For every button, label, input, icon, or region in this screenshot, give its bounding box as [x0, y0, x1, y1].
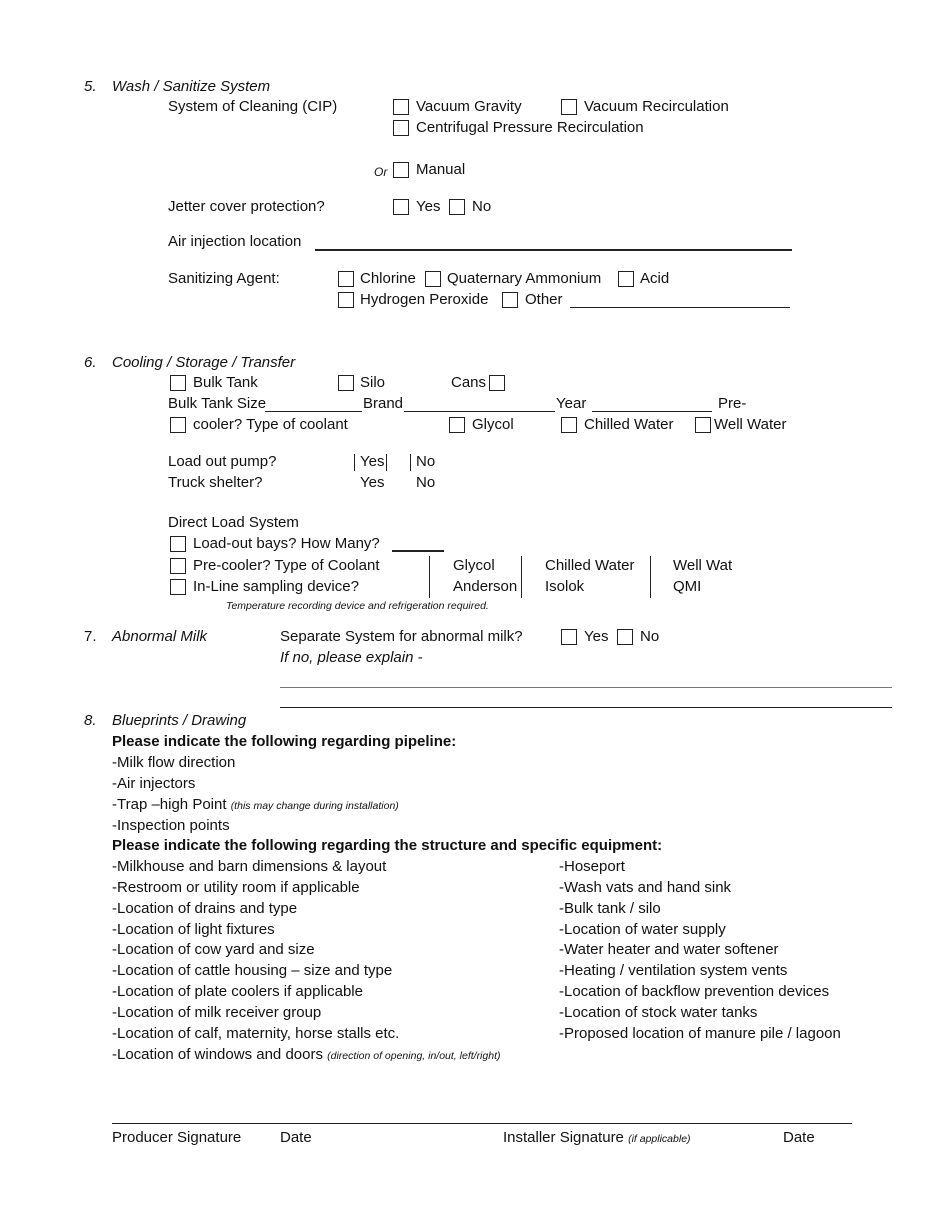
- column-divider-3: [650, 556, 651, 598]
- silo-checkbox[interactable]: [338, 375, 354, 391]
- chilled-water-checkbox[interactable]: [561, 417, 577, 433]
- structure-item-right: -Wash vats and hand sink: [559, 879, 732, 896]
- pump-no-box-edge[interactable]: [410, 454, 411, 471]
- quaternary-label: Quaternary Ammonium: [447, 270, 602, 287]
- year-label: Year: [556, 395, 587, 412]
- silo-label: Silo: [360, 374, 386, 391]
- structure-item-left: -Milkhouse and barn dimensions & layout: [112, 858, 387, 875]
- inline-sampling-label: In-Line sampling device?: [193, 578, 359, 595]
- jetter-yes-checkbox[interactable]: [393, 199, 409, 215]
- pre-cooler-checkbox[interactable]: [170, 558, 186, 574]
- sanitizing-label: Sanitizing Agent:: [168, 270, 280, 287]
- structure-item-left: -Location of light fixtures: [112, 921, 275, 938]
- abnormal-yes-checkbox[interactable]: [561, 629, 577, 645]
- year-field[interactable]: [592, 411, 712, 412]
- vacuum-gravity-label: Vacuum Gravity: [416, 98, 522, 115]
- abnormal-question: Separate System for abnormal milk?: [280, 628, 523, 645]
- cans-checkbox[interactable]: [489, 375, 505, 391]
- other-checkbox[interactable]: [502, 292, 518, 308]
- load-out-bays-label: Load-out bays? How Many?: [193, 535, 380, 552]
- structure-item-right: -Hoseport: [559, 858, 625, 875]
- manual-checkbox[interactable]: [393, 162, 409, 178]
- pump-yes-box-edge[interactable]: [354, 454, 355, 471]
- pipeline-item: -Milk flow direction: [112, 754, 236, 771]
- bulk-tank-size-field[interactable]: [265, 411, 362, 412]
- glycol-checkbox[interactable]: [449, 417, 465, 433]
- chilled-water-option[interactable]: Chilled Water: [545, 557, 635, 574]
- structure-item-left: -Location of cow yard and size: [112, 941, 315, 958]
- producer-signature-label: Producer Signature: [112, 1129, 242, 1146]
- brand-label: Brand: [363, 395, 404, 412]
- chlorine-checkbox[interactable]: [338, 271, 354, 287]
- air-injection-label: Air injection location: [168, 233, 302, 250]
- signature-line[interactable]: [112, 1123, 852, 1124]
- pipeline-heading: Please indicate the following regarding pipeline:: [112, 733, 457, 750]
- bulk-tank-checkbox[interactable]: [170, 375, 186, 391]
- pump-yes-box-edge-right[interactable]: [386, 454, 387, 471]
- acid-label: Acid: [640, 270, 670, 287]
- hydrogen-peroxide-label: Hydrogen Peroxide: [360, 291, 489, 308]
- shelter-no-label[interactable]: No: [416, 474, 436, 491]
- installer-date-label: Date: [783, 1129, 815, 1146]
- structure-item-right: -Location of water supply: [559, 921, 726, 938]
- section-6-title: Cooling / Storage / Transfer: [112, 354, 296, 371]
- section-5-number: 5.: [84, 78, 97, 95]
- how-many-field[interactable]: [392, 550, 444, 552]
- structure-item-right: -Proposed location of manure pile / lagoon: [559, 1025, 841, 1042]
- centrifugal-label: Centrifugal Pressure Recirculation: [416, 119, 644, 136]
- vacuum-gravity-checkbox[interactable]: [393, 99, 409, 115]
- producer-date-label: Date: [280, 1129, 312, 1146]
- or-label: Or: [374, 165, 388, 179]
- bulk-tank-size-label: Bulk Tank Size: [168, 395, 267, 412]
- pipeline-item-trap: -Trap –high Point (this may change during installation): [112, 796, 399, 813]
- column-divider-2: [521, 556, 522, 598]
- anderson-option[interactable]: Anderson: [453, 578, 518, 595]
- hydrogen-peroxide-checkbox[interactable]: [338, 292, 354, 308]
- section-7-title: Abnormal Milk: [112, 628, 208, 645]
- cans-label: Cans: [451, 374, 487, 391]
- pre-label: Pre-: [718, 395, 747, 412]
- structure-item-right: -Location of backflow prevention devices: [559, 983, 830, 1000]
- jetter-no-checkbox[interactable]: [449, 199, 465, 215]
- column-divider-1: [429, 556, 430, 598]
- air-injection-field[interactable]: [315, 249, 792, 251]
- structure-item-right: -Bulk tank / silo: [559, 900, 661, 917]
- vacuum-recirculation-label: Vacuum Recirculation: [584, 98, 729, 115]
- truck-shelter-label: Truck shelter?: [168, 474, 263, 491]
- isolok-option[interactable]: Isolok: [545, 578, 585, 595]
- jetter-no-label: No: [472, 198, 492, 215]
- section-6-number: 6.: [84, 354, 97, 371]
- installer-signature-label: Installer Signature (if applicable): [503, 1129, 691, 1146]
- pump-no-label: No: [416, 453, 436, 470]
- structure-item-right: -Water heater and water softener: [559, 941, 779, 958]
- well-water-checkbox[interactable]: [695, 417, 711, 433]
- section-8-title: Blueprints / Drawing: [112, 712, 247, 729]
- cooler-coolant-label: cooler? Type of coolant: [193, 416, 348, 433]
- structure-item-windows: -Location of windows and doors (direction of opening, in/out, left/right): [112, 1046, 501, 1063]
- explain-line-1[interactable]: [280, 687, 892, 688]
- pipeline-item: -Air injectors: [112, 775, 196, 792]
- section-8-number: 8.: [84, 712, 97, 729]
- abnormal-no-checkbox[interactable]: [617, 629, 633, 645]
- brand-field[interactable]: [404, 411, 555, 412]
- abnormal-yes-label: Yes: [584, 628, 609, 645]
- structure-item-left: -Restroom or utility room if applicable: [112, 879, 360, 896]
- structure-item-left: -Location of plate coolers if applicable: [112, 983, 363, 1000]
- structure-item-left: -Location of cattle housing – size and type: [112, 962, 393, 979]
- well-water-option[interactable]: Well Wat: [673, 557, 733, 574]
- bulk-tank-label: Bulk Tank: [193, 374, 258, 391]
- abnormal-no-label: No: [640, 628, 660, 645]
- other-label: Other: [525, 291, 563, 308]
- acid-checkbox[interactable]: [618, 271, 634, 287]
- chilled-water-label: Chilled Water: [584, 416, 674, 433]
- structure-item-left: -Location of calf, maternity, horse stalls etc.: [112, 1025, 400, 1042]
- centrifugal-checkbox[interactable]: [393, 120, 409, 136]
- load-out-pump-label: Load out pump?: [168, 453, 277, 470]
- chlorine-label: Chlorine: [360, 270, 416, 287]
- section-7-number: 7.: [84, 628, 97, 645]
- well-water-label: Well Water: [714, 416, 787, 433]
- jetter-yes-label: Yes: [416, 198, 441, 215]
- section-5-title: Wash / Sanitize System: [112, 78, 271, 95]
- structure-heading: Please indicate the following regarding the structure and specific equipment:: [112, 837, 663, 854]
- pipeline-item: -Inspection points: [112, 817, 230, 834]
- qmi-option[interactable]: QMI: [673, 578, 702, 595]
- structure-item-left: -Location of drains and type: [112, 900, 298, 917]
- pump-yes-label: Yes: [360, 453, 385, 470]
- shelter-yes-label[interactable]: Yes: [360, 474, 385, 491]
- glycol-option[interactable]: Glycol: [453, 557, 495, 574]
- glycol-label: Glycol: [472, 416, 514, 433]
- structure-item-right: -Heating / ventilation system vents: [559, 962, 788, 979]
- structure-item-left: -Location of milk receiver group: [112, 1004, 322, 1021]
- explain-label: If no, please explain -: [280, 649, 423, 666]
- manual-label: Manual: [416, 161, 466, 178]
- pre-cooler-label: Pre-cooler? Type of Coolant: [193, 557, 380, 574]
- precooler-checkbox[interactable]: [170, 417, 186, 433]
- structure-item-right: -Location of stock water tanks: [559, 1004, 758, 1021]
- cip-label: System of Cleaning (CIP): [168, 98, 338, 115]
- quaternary-checkbox[interactable]: [425, 271, 441, 287]
- direct-load-label: Direct Load System: [168, 514, 299, 531]
- temperature-note: Temperature recording device and refrigeration required.: [226, 600, 489, 612]
- load-out-bays-checkbox[interactable]: [170, 536, 186, 552]
- inline-sampling-checkbox[interactable]: [170, 579, 186, 595]
- other-field[interactable]: [570, 307, 790, 308]
- vacuum-recirculation-checkbox[interactable]: [561, 99, 577, 115]
- jetter-label: Jetter cover protection?: [168, 198, 325, 215]
- explain-line-2[interactable]: [280, 707, 892, 708]
